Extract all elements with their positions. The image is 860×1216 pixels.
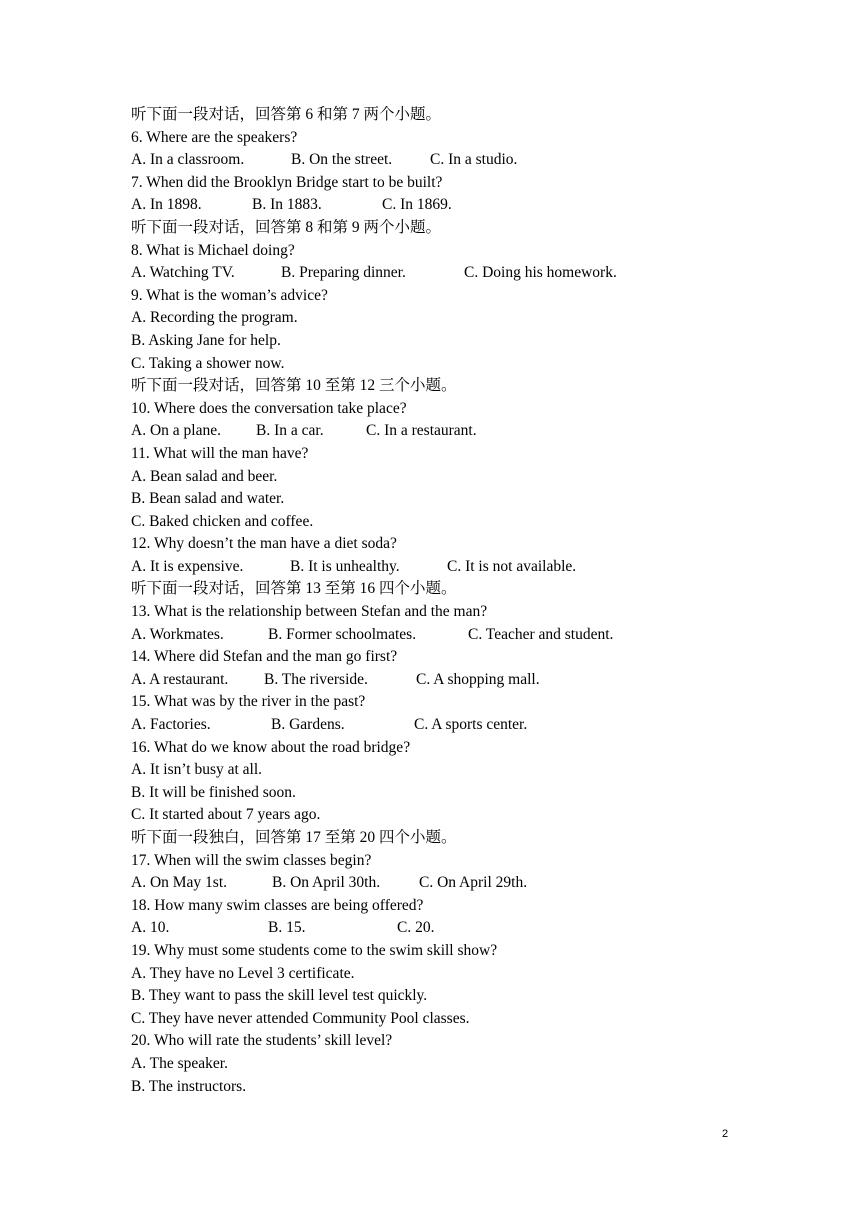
answer-options [131, 624, 751, 647]
page-number: 2 [722, 1128, 729, 1140]
listening-questions [131, 104, 751, 1098]
section-instruction: 听下面一段独白，回答第 17 至第 20 四个小题。 [131, 829, 457, 846]
option-c: C. In a studio. [430, 151, 518, 169]
option-a: A. The speaker. [131, 1054, 228, 1072]
option-c: C. Baked chicken and coffee. [131, 512, 314, 530]
option-c: C. A shopping mall. [416, 670, 540, 688]
question-text: 7. When did the Brooklyn Bridge start to be built? [131, 173, 443, 191]
option-b: B. Bean salad and water. [131, 490, 285, 508]
option-c: C. It is not available. [447, 557, 577, 575]
option-c: C. In 1869. [382, 196, 452, 214]
question-text: 19. Why must some students come to the swim skill show? [131, 941, 498, 959]
option-b: B. On the street. [291, 151, 393, 169]
section-instruction: 听下面一段对话，回答第 10 至第 12 三个小题。 [131, 377, 457, 395]
question-text: 8. What is Michael doing? [131, 241, 295, 259]
option-a: A. In a classroom. [131, 151, 245, 169]
option-a: A. Watching TV. [131, 264, 235, 282]
question-text: 15. What was by the river in the past? [131, 693, 366, 711]
option-c: C. In a restaurant. [366, 422, 477, 440]
option-b: B. Former schoolmates. [268, 625, 417, 643]
question-text: 9. What is the woman’s advice? [131, 286, 328, 304]
option-c: C. It started about 7 years ago. [131, 806, 321, 824]
answer-options [131, 262, 751, 285]
question-text: 11. What will the man have? [131, 444, 309, 462]
option-c: C. They have never attended Community Pool classes. [131, 1009, 470, 1027]
answer-options [131, 149, 751, 172]
question-text: 12. Why doesn’t the man have a diet soda? [131, 535, 397, 553]
option-a: A. Bean salad and beer. [131, 467, 278, 485]
option-a: A. In 1898. [131, 196, 202, 214]
answer-options [131, 872, 751, 895]
option-b: B. On April 30th. [272, 874, 381, 892]
option-b: B. Gardens. [271, 716, 345, 734]
section-instruction: 听下面一段对话，回答第 8 和第 9 两个小题。 [131, 218, 442, 236]
option-c: C. 20. [397, 919, 435, 937]
option-a: A. On May 1st. [131, 874, 228, 892]
option-a: A. Workmates. [131, 625, 224, 643]
option-b: B. Asking Jane for help. [131, 331, 281, 349]
answer-options [131, 714, 751, 737]
section-instruction: 听下面一段对话，回答第 13 至第 16 四个小题。 [131, 580, 457, 598]
answer-options [131, 420, 751, 443]
option-b: B. They want to pass the skill level test quickly. [131, 987, 428, 1005]
section-instruction: 听下面一段对话，回答第 6 和第 7 两个小题。 [131, 106, 442, 123]
option-b: B. The riverside. [264, 670, 368, 688]
question-text: 13. What is the relationship between Stefan and the man? [131, 603, 488, 621]
option-b: B. 15. [268, 919, 306, 937]
option-b: B. In a car. [256, 422, 324, 440]
option-c: C. On April 29th. [419, 874, 528, 892]
option-c: C. Doing his homework. [464, 264, 617, 282]
option-b: B. It will be finished soon. [131, 783, 296, 801]
question-text: 10. Where does the conversation take place? [131, 399, 407, 417]
answer-options [131, 194, 751, 217]
option-c: C. Taking a shower now. [131, 354, 285, 372]
option-a: A. Factories. [131, 716, 211, 734]
option-b: B. It is unhealthy. [290, 557, 400, 575]
option-b: B. The instructors. [131, 1077, 247, 1095]
option-b: B. Preparing dinner. [281, 264, 406, 282]
option-b: B. In 1883. [252, 196, 322, 214]
option-a: A. On a plane. [131, 422, 221, 440]
option-a: A. They have no Level 3 certificate. [131, 964, 355, 982]
answer-options [131, 917, 751, 940]
answer-options [131, 669, 751, 692]
question-text: 6. Where are the speakers? [131, 128, 298, 146]
question-text: 16. What do we know about the road bridge? [131, 738, 411, 756]
option-a: A. It is expensive. [131, 557, 244, 575]
option-c: C. A sports center. [414, 716, 528, 734]
option-a: A. Recording the program. [131, 309, 298, 327]
question-text: 17. When will the swim classes begin? [131, 851, 372, 869]
question-text: 14. Where did Stefan and the man go first? [131, 648, 398, 666]
question-text: 20. Who will rate the students’ skill level? [131, 1032, 393, 1050]
answer-options [131, 556, 751, 579]
question-text: 18. How many swim classes are being offered? [131, 896, 424, 914]
option-c: C. Teacher and student. [468, 625, 614, 643]
option-a: A. A restaurant. [131, 670, 229, 688]
option-a: A. It isn’t busy at all. [131, 761, 263, 779]
option-a: A. 10. [131, 919, 170, 937]
